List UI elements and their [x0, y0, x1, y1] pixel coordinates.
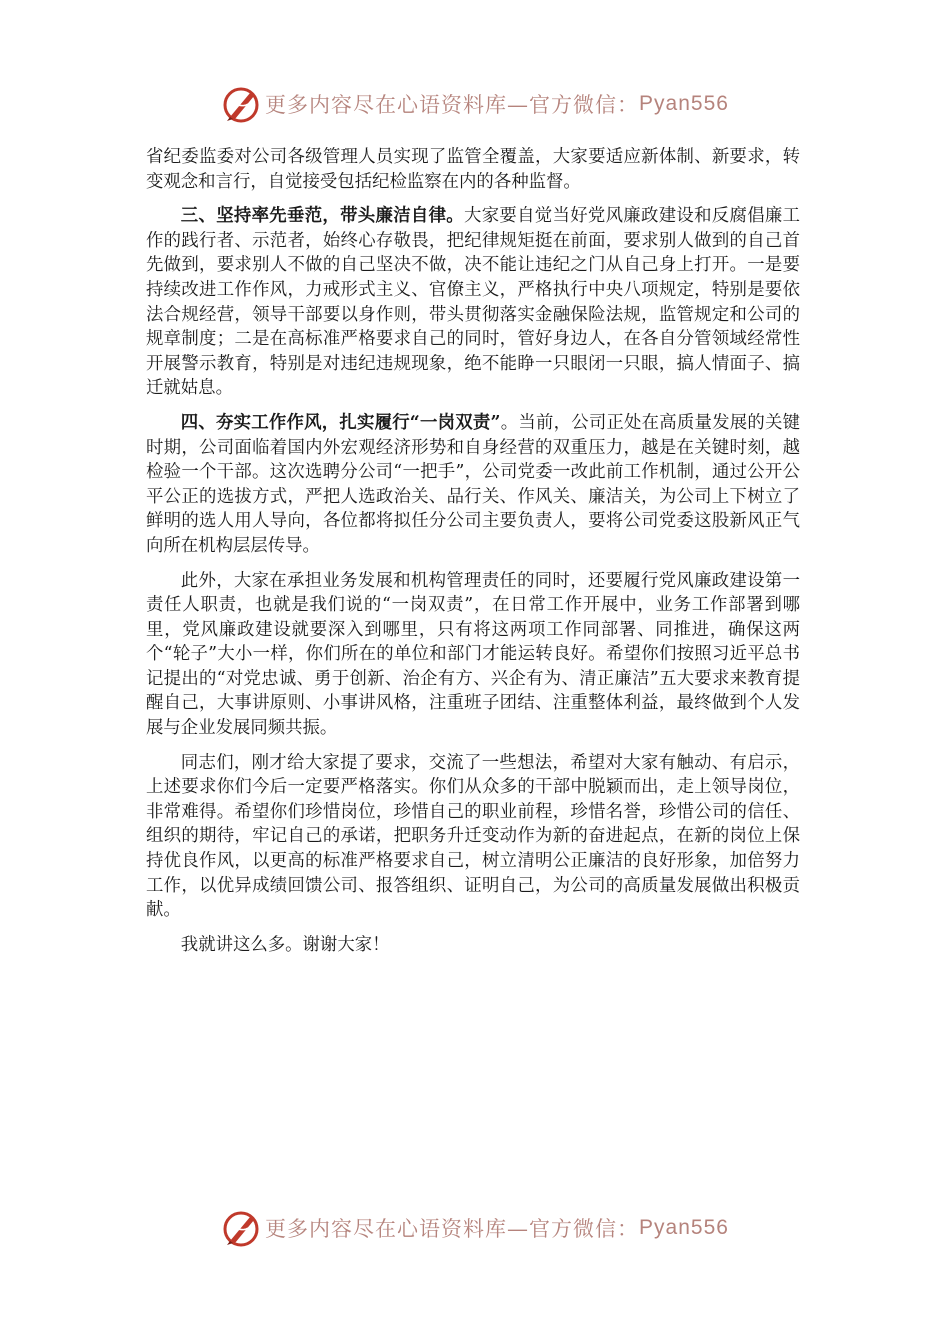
paragraph-4: 此外，大家在承担业务发展和机构管理责任的同时，还要履行党风廉政建设第一责任人职责，也就是我们说的“一岗双责”，在日常工作开展中，业务工作部署到哪里，党风廉政建设就要深入到哪里，只有将这两项工作同部署、同推进，确保这两个“轮子”大小一样，你们所在的单位和部门才能运转良好。希望你们按照习近平总书记提出的“对党忠诚、勇于创新、治企有方、兴企有为、清正廉洁”五大要求来教育提醒自己，大事讲原则、小事讲风格，注重班子团结、注重整体利益，最终做到个人发展与企业发展同频共振。 [146, 570, 800, 739]
paragraph-3-body: 。当前，公司正处在高质量发展的关键时期，公司面临着国内外宏观经济形势和自身经营的双重压力，越是在关键时刻，越检验一个干部。这次选聘分公司“一把手”，公司党委一改此前工作机制，通过公开公平公正的选拔方式，严把人选政治关、品行关、作风关、廉洁关，为公司上下树立了鲜明的选人用人导向，各位都将拟任分公司主要负责人，要将公司党委这股新风正气向所在机构层层传导。 [146, 412, 800, 556]
document-body [146, 145, 800, 967]
banner-text: 更多内容尽在心语资料库—官方微信： [265, 1217, 640, 1241]
paragraph-2 [146, 204, 800, 401]
pen-logo-icon [221, 1208, 261, 1248]
header-banner [0, 82, 950, 126]
paragraph-2-body: 大家要自觉当好党风廉政建设和反腐倡廉工作的践行者、示范者，始终心存敬畏，把纪律规矩挺在前面，要求别人做到的自己首先做到，要求别人不做的自己坚决不做，决不能让违纪之门从自己身上打开。一是要持续改进工作作风，力戒形式主义、官僚主义，严格执行中央八项规定，特别是要依法合规经营，领导干部要以身作则，带头贯彻落实金融保险法规，监管规定和公司的规章制度；二是在高标准严格要求自己的同时，管好身边人，在各自分管领域经常性开展警示教育，特别是对违纪违规现象，绝不能睁一只眼闭一只眼，搞人情面子、搞迁就姑息。 [146, 206, 800, 399]
paragraph-1: 省纪委监委对公司各级管理人员实现了监管全覆盖，大家要适应新体制、新要求，转变观念和言行，自觉接受包括纪检监察在内的各种监督。 [146, 147, 800, 192]
section-heading-4: 四、夯实工作作风，扎实履行“一岗双责” [180, 412, 501, 433]
paragraph-6: 我就讲这么多。谢谢大家！ [180, 934, 390, 955]
paragraph-3 [146, 411, 800, 559]
paragraph-5: 同志们，刚才给大家提了要求，交流了一些想法，希望对大家有触动、有启示，上述要求你们今后一定要严格落实。你们从众多的干部中脱颖而出，走上领导岗位，非常难得。希望你们珍惜岗位，珍惜自己的职业前程，珍惜名誉，珍惜公司的信任、组织的期待，牢记自己的承诺，把职务升迁变动作为新的奋进起点，在新的岗位上保持优良作风，以更高的标准严格要求自己，树立清明公正廉洁的良好形象，加倍努力工作，以优异成绩回馈公司、报答组织、证明自己，为公司的高质量发展做出积极贡献。 [146, 752, 800, 921]
section-heading-3: 三、坚持率先垂范，带头廉洁自律。 [180, 206, 464, 227]
footer-banner [0, 1206, 950, 1250]
banner-wechat-id: Pyan556 [639, 1216, 729, 1239]
pen-logo-icon [221, 84, 261, 124]
banner-text: 更多内容尽在心语资料库—官方微信： [265, 93, 640, 117]
banner-wechat-id: Pyan556 [639, 92, 729, 115]
